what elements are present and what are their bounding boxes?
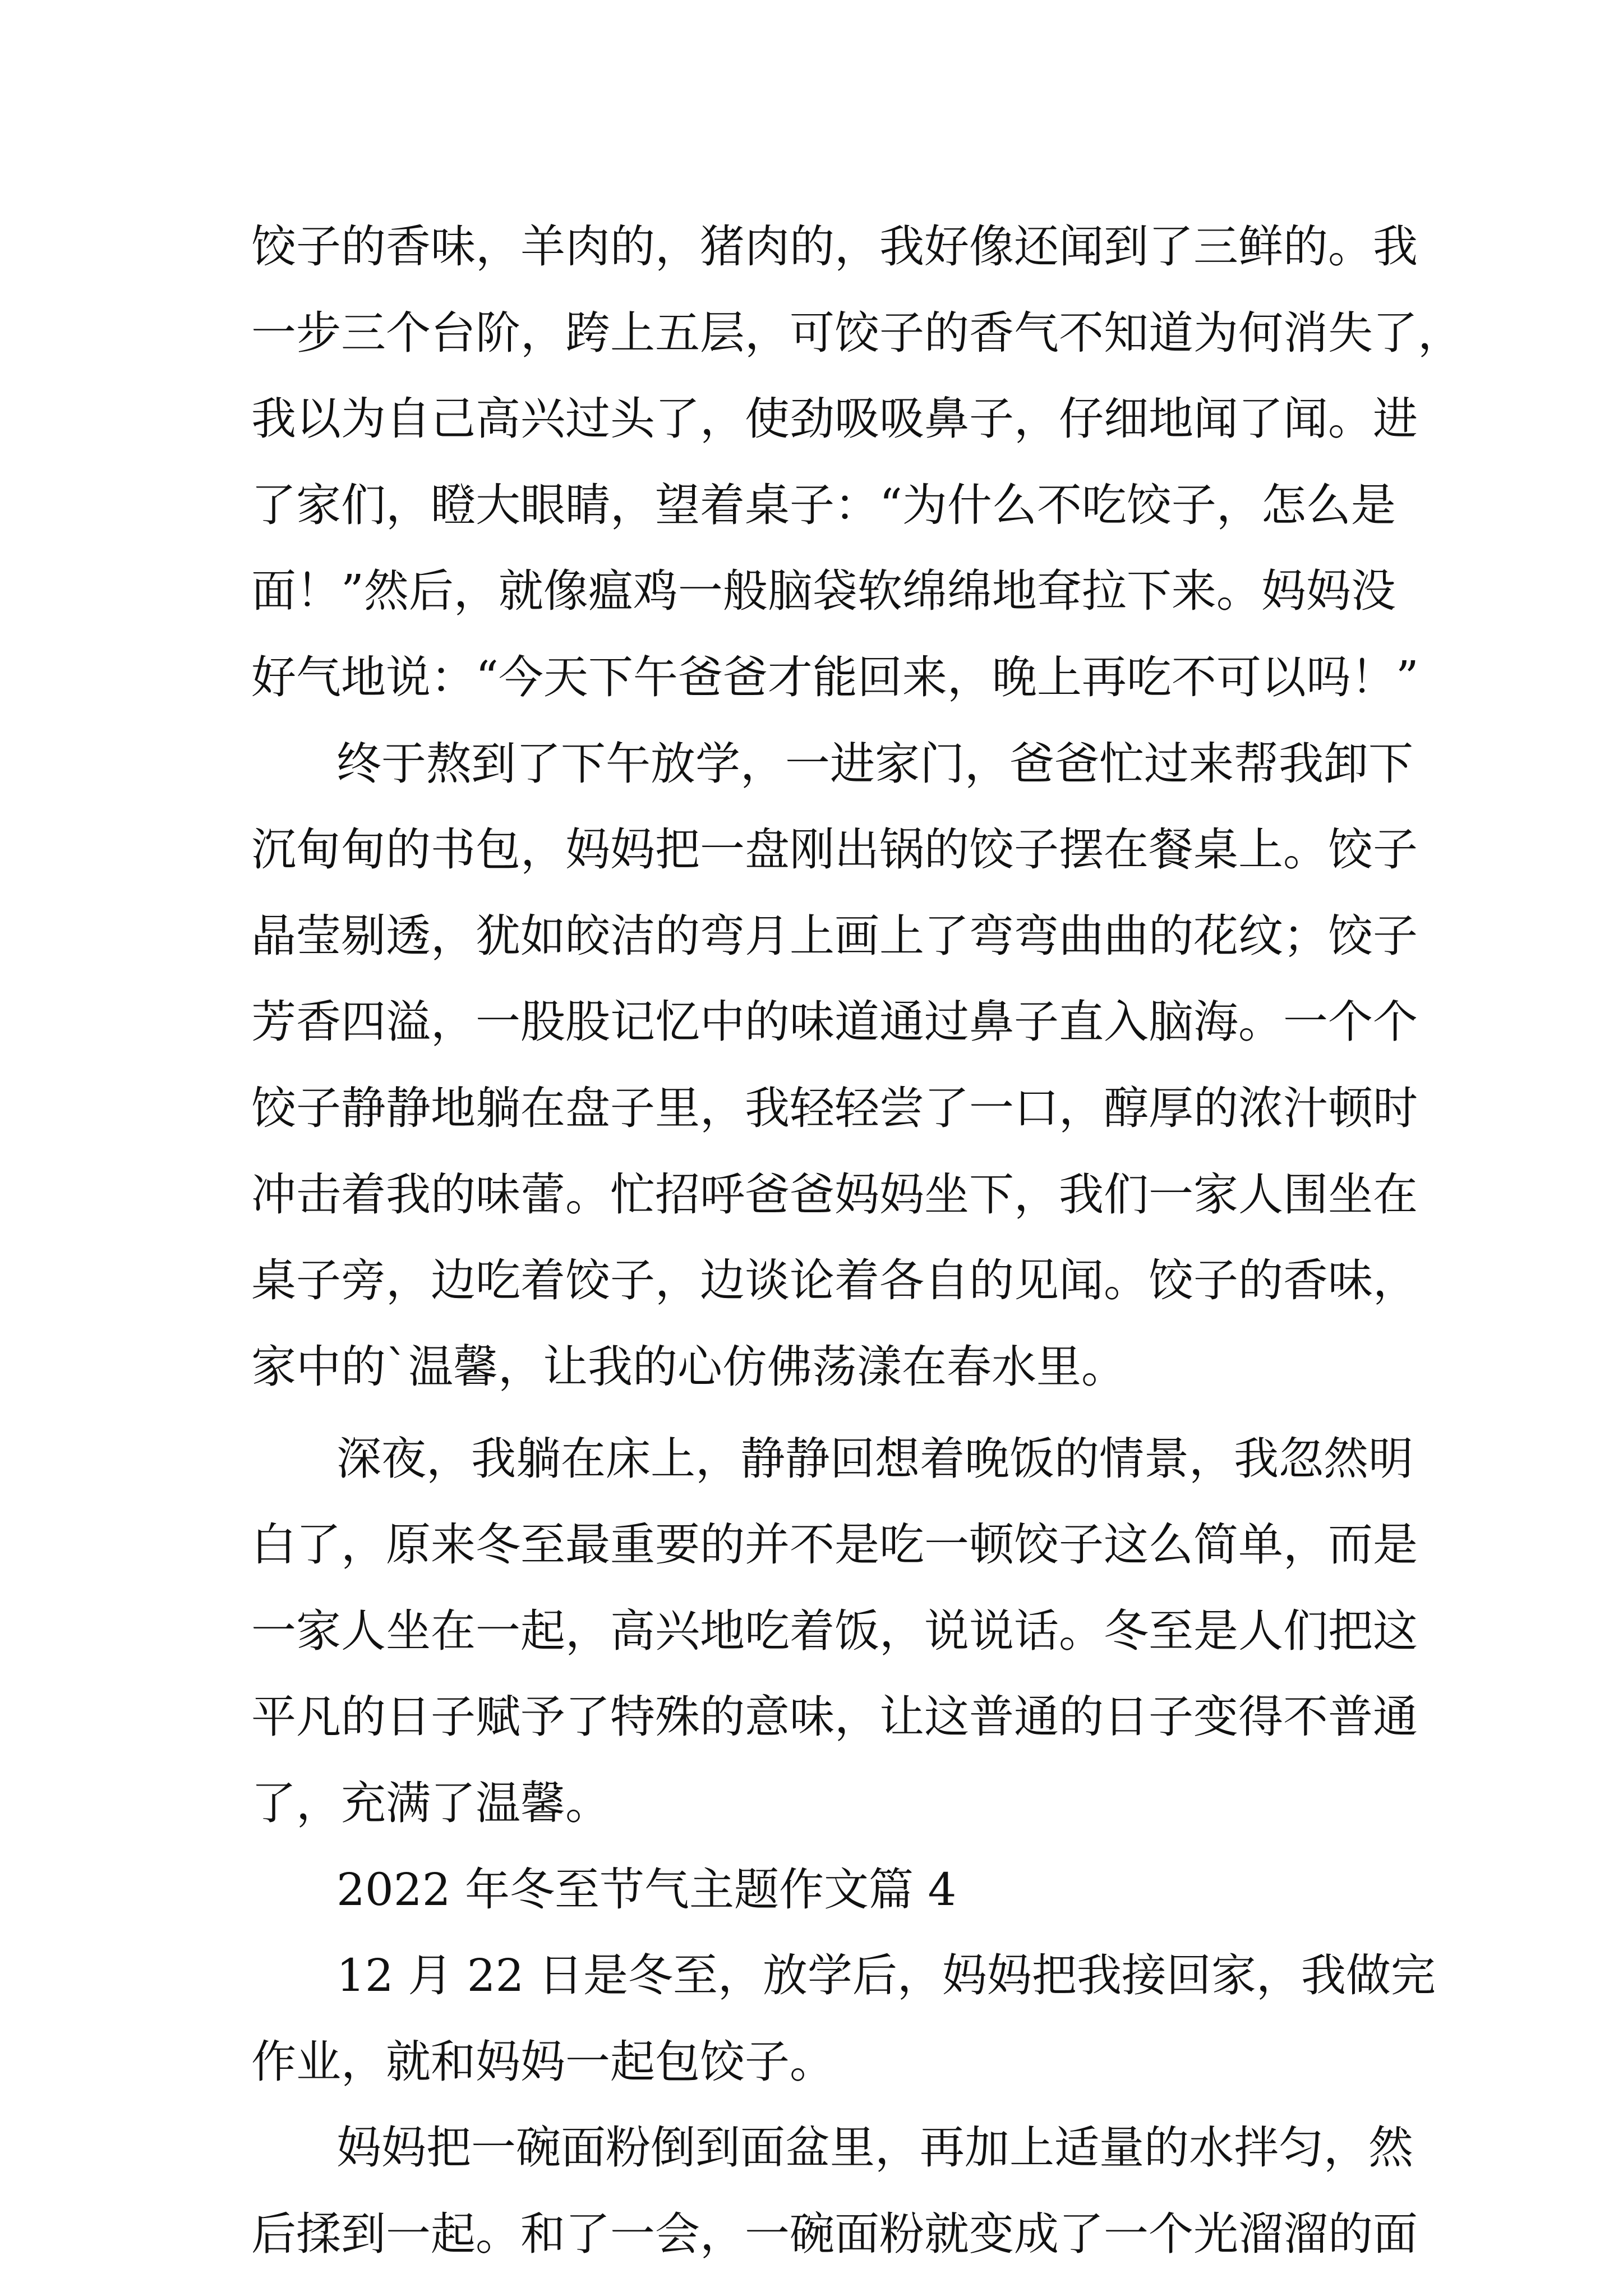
text-line: 了，充满了温馨。 [251,1777,610,1829]
text-line: 晶莹剔透，犹如皎洁的弯月上画上了弯弯曲曲的花纹；饺子 [251,910,1418,962]
paragraph-start-line: 妈妈把一碗面粉倒到面盆里，再加上适量的水拌匀，然 [336,2122,1413,2174]
paragraph-start-line: 深夜，我躺在床上，静静回想着晚饭的情景，我忽然明 [336,1433,1413,1485]
text-line: 我以为自己高兴过头了，使劲吸吸鼻子，仔细地闻了闻。进 [251,393,1418,445]
section-heading: 2022 年冬至节气主题作文篇 4 [336,1864,957,1916]
text-line: 芳香四溢，一股股记忆中的味道通过鼻子直入脑海。一个个 [251,996,1418,1048]
text-line: 一步三个台阶，跨上五层，可饺子的香气不知道为何消失了， [251,307,1463,359]
text-line: 一家人坐在一起，高兴地吃着饭，说说话。冬至是人们把这 [251,1605,1418,1657]
text-line: 白了，原来冬至最重要的并不是吃一顿饺子这么简单，而是 [251,1519,1418,1571]
text-line: 平凡的日子赋予了特殊的意味，让这普通的日子变得不普通 [251,1691,1418,1743]
text-line: 好气地说：“今天下午爸爸才能回来，晚上再吃不可以吗！” [251,651,1419,703]
text-line: 饺子静静地躺在盘子里，我轻轻尝了一口，醇厚的浓汁顿时 [251,1082,1418,1134]
text-line: 沉甸甸的书包，妈妈把一盘刚出锅的饺子摆在餐桌上。饺子 [251,823,1418,876]
text-line: 家中的`温馨，让我的心仿佛荡漾在春水里。 [251,1341,1126,1393]
text-line: 饺子的香味，羊肉的，猪肉的，我好像还闻到了三鲜的。我 [251,220,1418,273]
text-line: 作业，就和妈妈一起包饺子。 [251,2036,834,2088]
text-line: 面！”然后，就像瘟鸡一般脑袋软绵绵地耷拉下来。妈妈没 [251,565,1396,617]
text-line: 了家们，瞪大眼睛，望着桌子：“为什么不吃饺子，怎么是 [251,479,1396,531]
paragraph-start-line: 终于熬到了下午放学，一进家门，爸爸忙过来帮我卸下 [336,738,1413,790]
text-line: 冲击着我的味蕾。忙招呼爸爸妈妈坐下，我们一家人围坐在 [251,1168,1418,1221]
text-line: 桌子旁，边吃着饺子，边谈论着各自的见闻。饺子的香味， [251,1254,1418,1306]
paragraph-start-line: 12 月 22 日是冬至，放学后，妈妈把我接回家，我做完 [336,1949,1436,2001]
text-line: 后揉到一起。和了一会，一碗面粉就变成了一个光溜溜的面 [251,2208,1418,2260]
